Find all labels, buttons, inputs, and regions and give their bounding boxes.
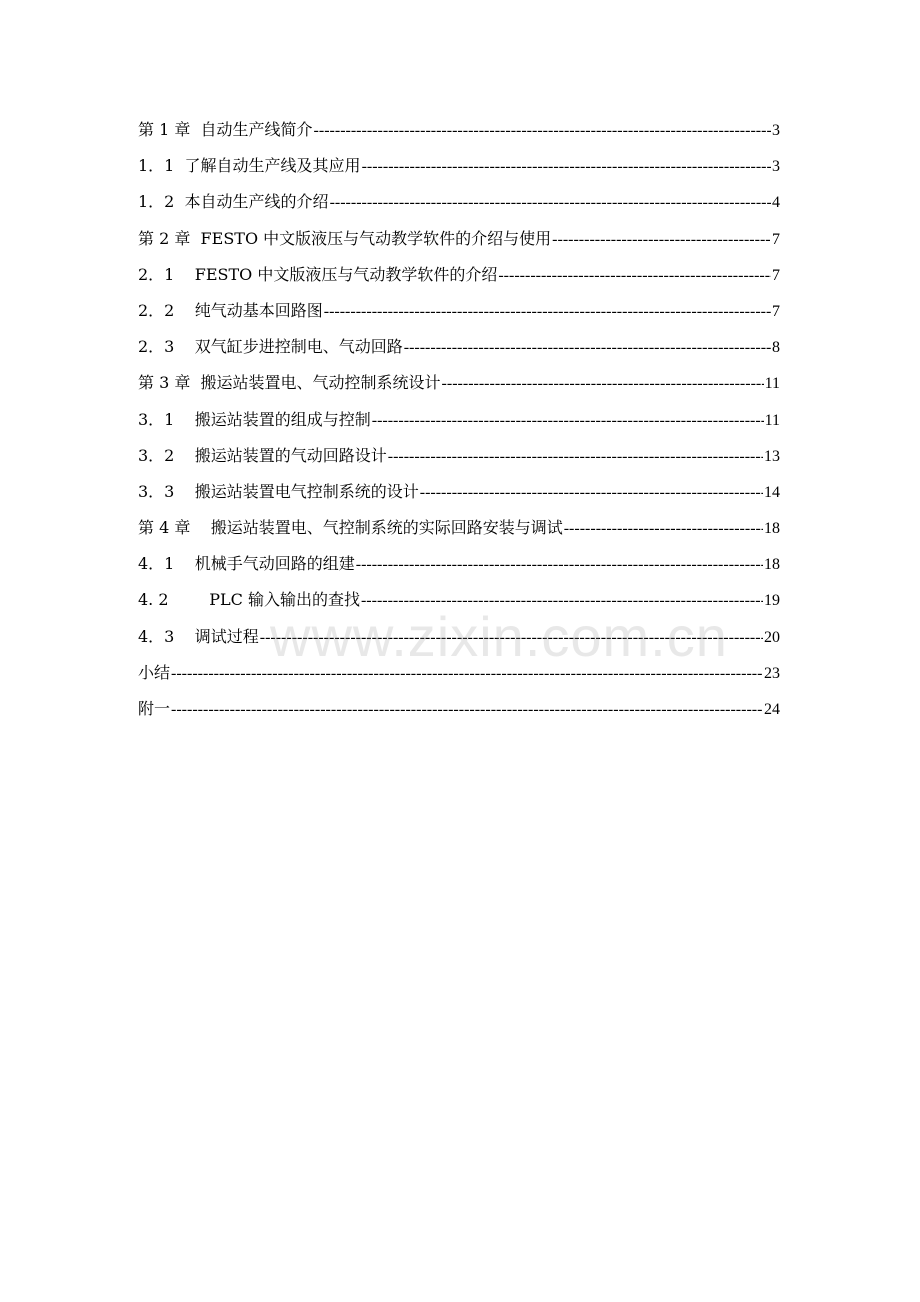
toc-entry-page: 7 bbox=[772, 230, 780, 248]
toc-entry-number: 2．1 bbox=[138, 264, 195, 284]
toc-entry-number: 第 3 章 bbox=[138, 373, 201, 393]
toc-entry-section-4-1[interactable] bbox=[138, 549, 780, 585]
toc-entry-chapter-3[interactable] bbox=[138, 368, 780, 404]
toc-entry-number: 3．1 bbox=[138, 409, 195, 429]
dot-leader bbox=[361, 586, 763, 616]
toc-entry-number: 4．3 bbox=[138, 626, 195, 646]
dot-leader bbox=[420, 478, 763, 508]
toc-entry-section-3-1[interactable] bbox=[138, 405, 780, 441]
toc-entry-section-3-3[interactable] bbox=[138, 477, 780, 513]
toc-entry-title: 自动生产线简介 bbox=[200, 120, 313, 139]
toc-entry-chapter-1[interactable] bbox=[138, 115, 780, 151]
toc-entry-page: 11 bbox=[764, 411, 780, 429]
toc-entry-appendix-1[interactable] bbox=[138, 694, 780, 730]
toc-entry-title: 搬运站装置电气控制系统的设计 bbox=[194, 481, 419, 501]
toc-entry-title: 双气缸步进控制电、气动回路 bbox=[194, 337, 403, 357]
toc-entry-number: 3．3 bbox=[138, 481, 195, 501]
toc-entry-page: 18 bbox=[764, 556, 780, 574]
toc-entry-number: 1．1 bbox=[138, 156, 185, 176]
toc-entry-title: 本自动生产线的介绍 bbox=[184, 192, 329, 212]
toc-entry-title: 小结 bbox=[138, 662, 171, 682]
toc-entry-title: FESTO 中文版液压与气动教学软件的介绍与使用 bbox=[200, 228, 552, 248]
dot-leader bbox=[388, 442, 763, 472]
toc-entry-number: 1．2 bbox=[138, 192, 185, 212]
toc-entry-page: 3 bbox=[772, 158, 780, 176]
dot-leader bbox=[171, 695, 763, 725]
toc-entry-page: 19 bbox=[764, 592, 780, 610]
dot-leader bbox=[564, 514, 763, 544]
dot-leader bbox=[330, 188, 771, 218]
dot-leader bbox=[260, 623, 763, 653]
toc-entry-title: 机械手气动回路的组建 bbox=[194, 554, 355, 574]
toc-entry-section-4-2[interactable] bbox=[138, 585, 780, 621]
toc-entry-page: 8 bbox=[772, 339, 780, 357]
toc-entry-page: 3 bbox=[772, 122, 780, 139]
toc-entry-page: 23 bbox=[764, 664, 780, 682]
toc-entry-page: 18 bbox=[764, 520, 780, 538]
toc-entry-title: 调试过程 bbox=[194, 626, 259, 646]
toc-entry-page: 7 bbox=[772, 266, 780, 284]
toc-entry-number: 第 4 章 bbox=[138, 518, 211, 538]
dot-leader bbox=[362, 152, 771, 182]
toc-entry-page: 7 bbox=[772, 302, 780, 320]
toc-entry-number: 第 1 章 bbox=[138, 120, 201, 139]
toc-entry-chapter-2[interactable] bbox=[138, 224, 780, 260]
toc-entry-page: 24 bbox=[764, 701, 780, 718]
toc-entry-title: FESTO 中文版液压与气动教学软件的介绍 bbox=[194, 264, 498, 284]
toc-entry-section-4-3[interactable] bbox=[138, 622, 780, 658]
toc-entry-title: 了解自动生产线及其应用 bbox=[184, 156, 361, 176]
dot-leader bbox=[442, 369, 764, 399]
toc-entry-page: 20 bbox=[764, 628, 780, 646]
dot-leader bbox=[356, 550, 763, 580]
toc-entry-page: 13 bbox=[764, 447, 780, 465]
toc-entry-title: 搬运站装置电、气控制系统的实际回路安装与调试 bbox=[210, 518, 563, 538]
toc-entry-page: 11 bbox=[764, 375, 780, 393]
watermark: www.zixin.com.cn bbox=[270, 605, 728, 668]
toc-entry-title: 搬运站装置的气动回路设计 bbox=[194, 445, 387, 465]
toc-entry-chapter-4[interactable] bbox=[138, 513, 780, 549]
toc-entry-title: 搬运站装置的组成与控制 bbox=[194, 409, 371, 429]
toc-entry-title: 附一 bbox=[138, 699, 171, 718]
toc-entry-section-2-3[interactable] bbox=[138, 332, 780, 368]
toc-entry-number: 4. 2 bbox=[138, 590, 210, 610]
dot-leader bbox=[314, 116, 771, 146]
toc-entry-title: 纯气动基本回路图 bbox=[194, 300, 323, 320]
toc-entry-section-2-1[interactable] bbox=[138, 260, 780, 296]
toc-entry-title: PLC 输入输出的查找 bbox=[209, 590, 360, 610]
dot-leader bbox=[498, 261, 771, 291]
table-of-contents bbox=[138, 115, 780, 730]
toc-entry-page: 14 bbox=[764, 483, 780, 501]
dot-leader bbox=[552, 225, 771, 255]
toc-entry-page: 4 bbox=[772, 194, 780, 212]
toc-entry-number: 3．2 bbox=[138, 445, 195, 465]
toc-entry-title: 搬运站装置电、气动控制系统设计 bbox=[200, 373, 441, 393]
dot-leader bbox=[372, 406, 764, 436]
toc-entry-number: 2．3 bbox=[138, 337, 195, 357]
dot-leader bbox=[404, 333, 771, 363]
toc-entry-section-1-2[interactable] bbox=[138, 187, 780, 223]
dot-leader bbox=[324, 297, 771, 327]
toc-entry-summary[interactable] bbox=[138, 658, 780, 694]
toc-entry-section-1-1[interactable] bbox=[138, 151, 780, 187]
toc-entry-number: 第 2 章 bbox=[138, 228, 201, 248]
toc-entry-number: 2．2 bbox=[138, 300, 195, 320]
toc-entry-number: 4．1 bbox=[138, 554, 195, 574]
toc-entry-section-3-2[interactable] bbox=[138, 441, 780, 477]
dot-leader bbox=[171, 659, 763, 689]
toc-entry-section-2-2[interactable] bbox=[138, 296, 780, 332]
